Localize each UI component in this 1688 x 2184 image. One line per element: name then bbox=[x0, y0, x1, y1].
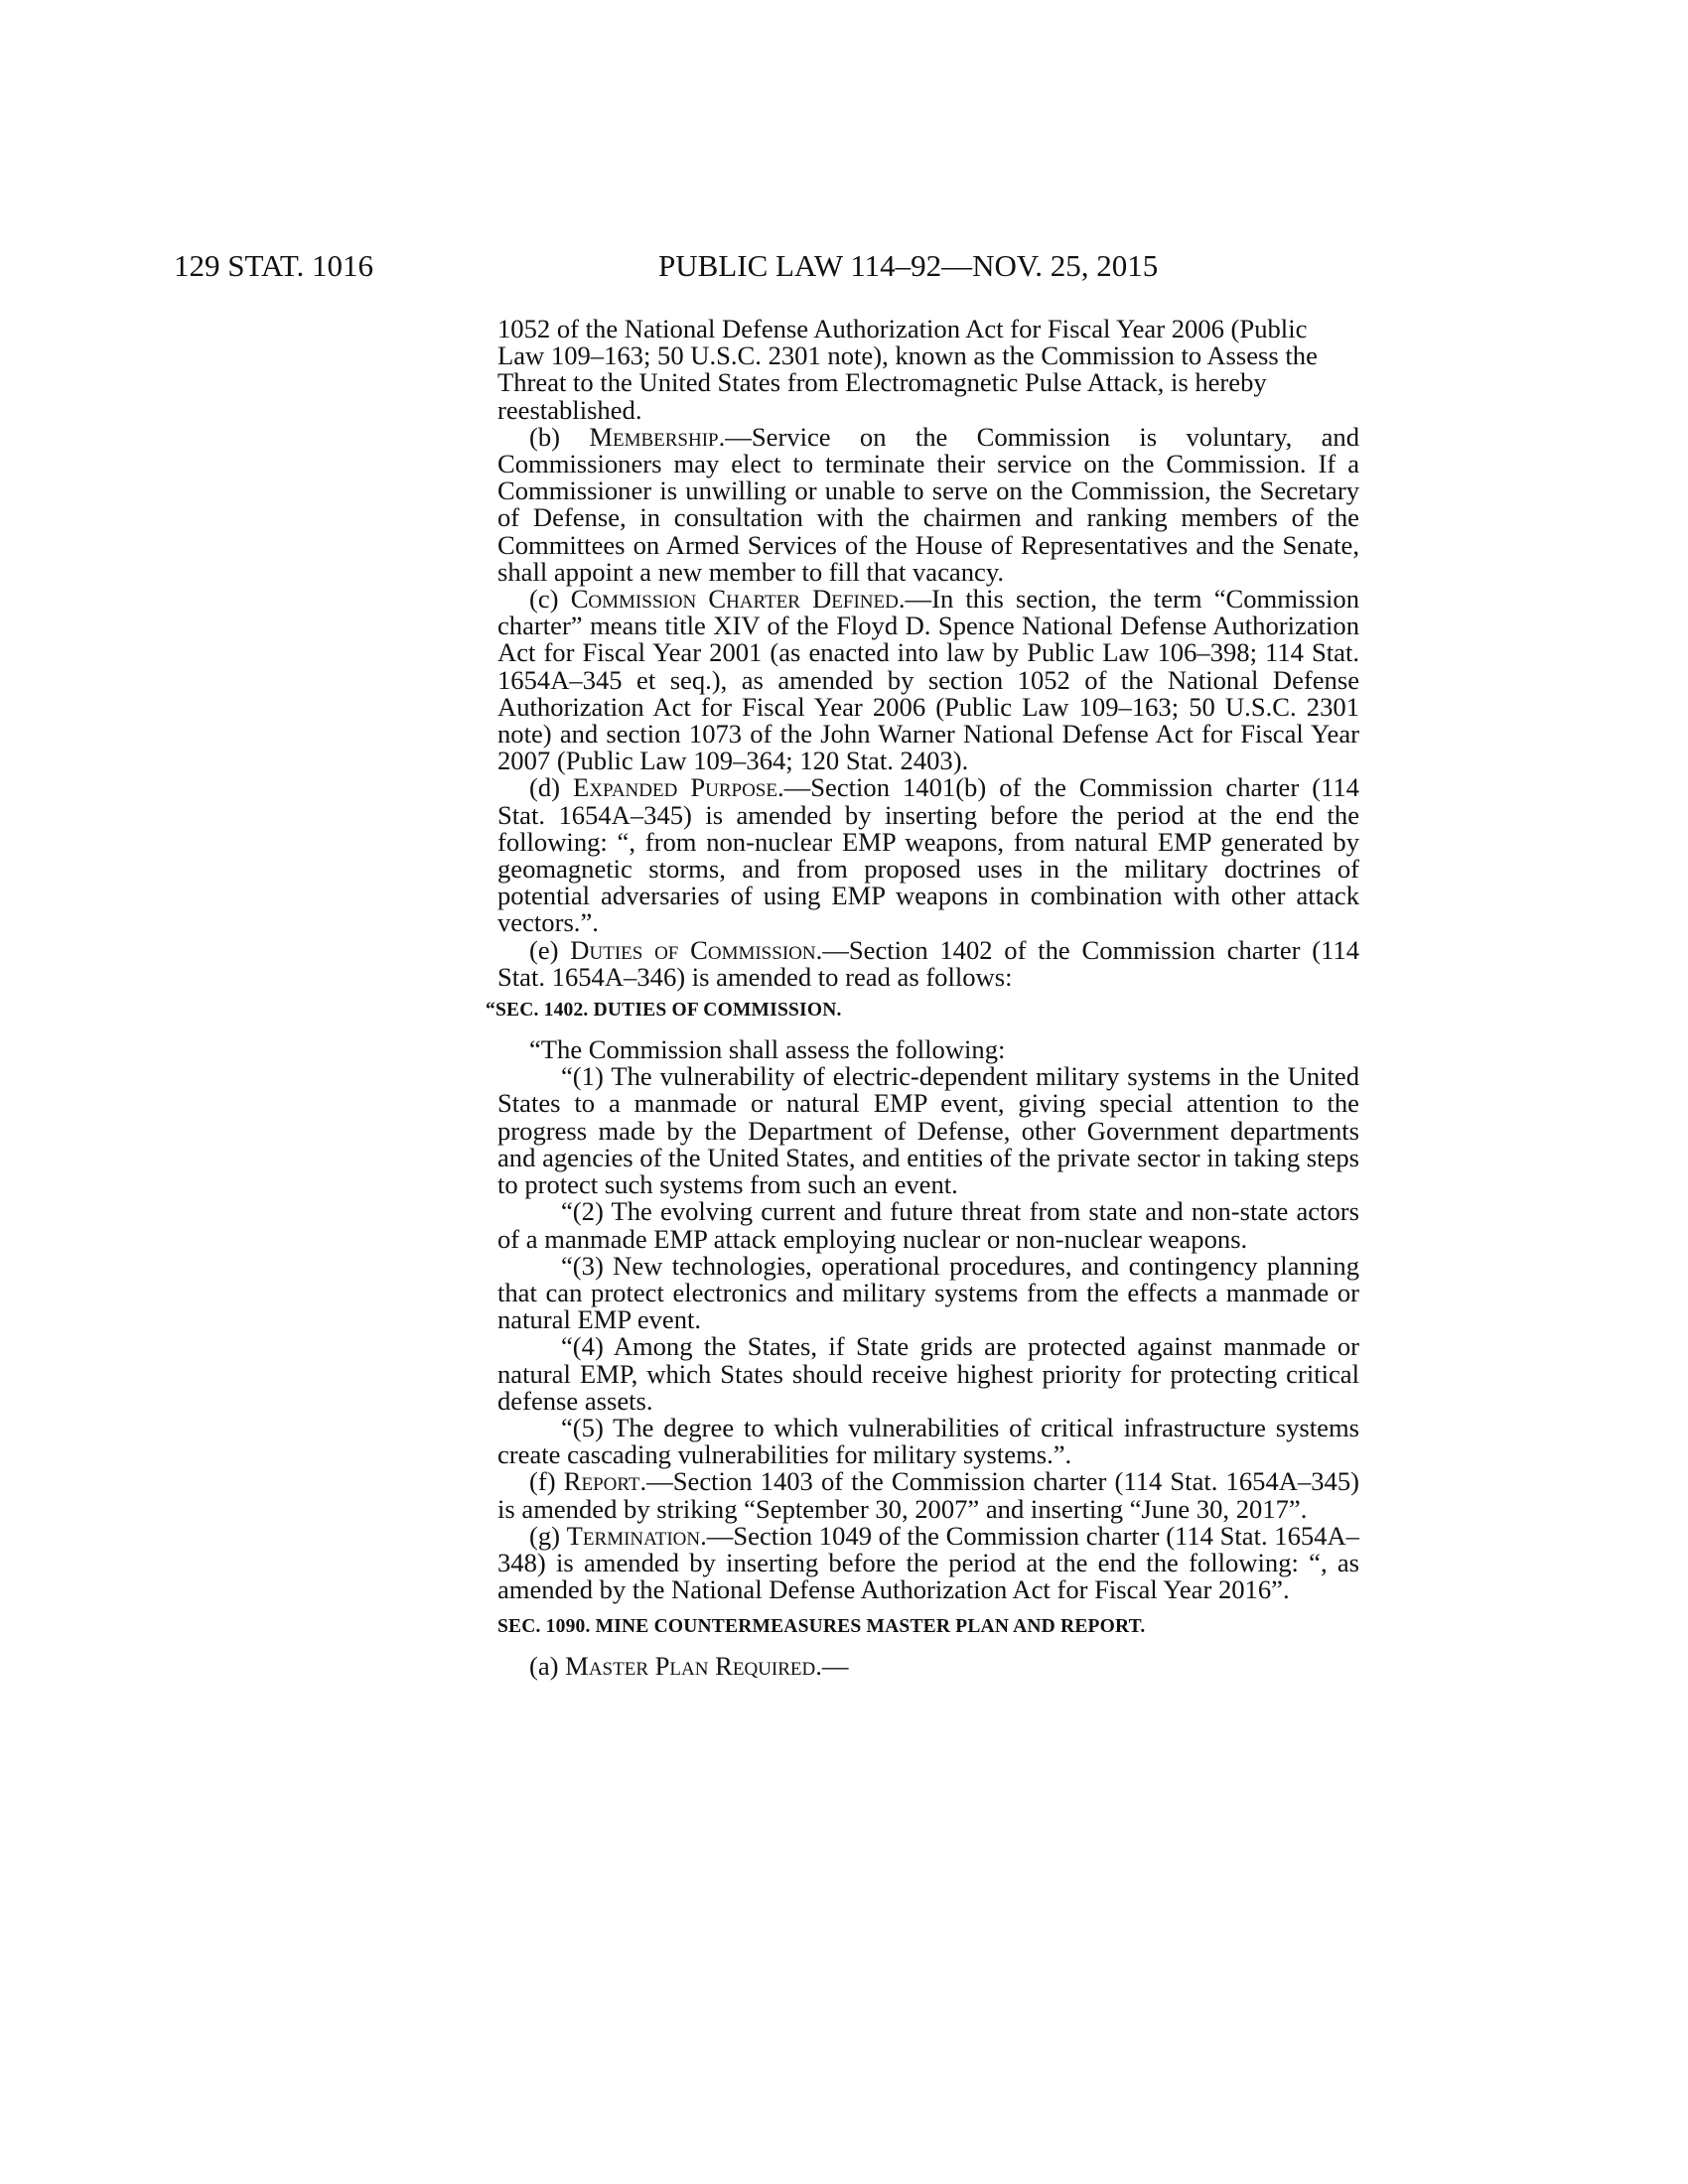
subsection-e-heading: Duties of Commission. bbox=[570, 934, 823, 965]
section-1090-heading: SEC. 1090. MINE COUNTERMEASURES MASTER PLAN AND REPORT. bbox=[497, 1616, 1146, 1638]
subsection-e-label: (e) bbox=[529, 934, 571, 965]
subsection-a bbox=[497, 1653, 1359, 1680]
subsection-g-text: —Section 1049 of the Commission charter (114 Stat. 1654A–348) is amended by inserting before the period at the end the following: “, as amended by the National Defense Authorization Act for Fiscal Year 2016”. bbox=[497, 1520, 1359, 1605]
subsection-b-text: —Service on the Commission is voluntary, and Commissioners may elect to terminate their service on the Commission. If a Commissioner is unwilling or unable to serve on the Commission, the Secretary of Defense, in consultation with the chairmen and ranking members of the Committees on Armed Services of the House of Representatives and the Senate, shall appoint a new member to fill that vacancy. bbox=[497, 421, 1359, 587]
subsection-a-dash: — bbox=[821, 1651, 849, 1682]
subsection-f bbox=[497, 1468, 1359, 1522]
subsection-f-text: —Section 1403 of the Commission charter (114 Stat. 1654A–345) is amended by striking “September 30, 2007” and inserting “June 30, 2017”. bbox=[497, 1466, 1359, 1524]
subsection-a-heading: Master Plan Required. bbox=[565, 1651, 822, 1682]
subsection-e-text: —Section 1402 of the Commission charter (114 Stat. 1654A–346) is amended to read as follows: bbox=[497, 934, 1360, 992]
subsection-d-heading: Expanded Purpose. bbox=[573, 772, 784, 803]
paragraph-intro: 1052 of the National Defense Authorization Act for Fiscal Year 2006 (Public Law 109–163; 50 U.S.C. 2301 note), known as the Commission to Assess the Threat to the United States from Electromagnetic Pulse Attack, is hereby reestablished. bbox=[497, 314, 1318, 425]
subsection-g bbox=[497, 1520, 1359, 1605]
subsection-f-heading: Report. bbox=[563, 1466, 647, 1497]
subsection-c-heading: Commission Charter Defined. bbox=[570, 584, 906, 614]
subsection-c bbox=[497, 586, 1359, 774]
subsection-d bbox=[497, 774, 1359, 936]
subsection-c-text: —In this section, the term “Commission charter” means title XIV of the Floyd D. Spence National Defense Authorization Act for Fiscal Year 2001 (as enacted into law by Public Law 106–398; 114 Stat. 1654A–345 et seq.), as amended by section 1052 of the National Defense Authorization Act for Fiscal Year 2006 (Public Law 109–163; 50 U.S.C. 2301 note) and section 1073 of the John Warner National Defense Act for Fiscal Year 2007 (Public Law 109–364; 120 Stat. 2403). bbox=[497, 584, 1359, 776]
paragraph-item-3: “(3) New technologies, operational procedures, and contingency planning that can protect electronics and military systems from the effects a manmade or natural EMP event. bbox=[497, 1250, 1359, 1335]
subsection-g-heading: Termination. bbox=[566, 1520, 707, 1551]
stat-page-number: 129 STAT. 1016 bbox=[174, 248, 374, 283]
paragraph-item-1: “(1) The vulnerability of electric-dependent military systems in the United States to a manmade or natural EMP event, giving special attention to the progress made by the Department of Defense, other Government departments and agencies of the United States, and entities of the private sector in taking steps to protect such systems from such an event. bbox=[497, 1061, 1359, 1200]
subsection-b-label: (b) bbox=[529, 421, 590, 452]
subsection-d-text: —Section 1401(b) of the Commission charter (114 Stat. 1654A–345) is amended by inserting before the period at the end the following: “, from non-nuclear EMP weapons, from natural EMP generated by geomagnetic storms, and from proposed uses in the military doctrines of potential adversaries of using EMP weapons in combination with other attack vectors.”. bbox=[497, 772, 1359, 938]
subsection-b bbox=[497, 421, 1359, 587]
subsection-f-label: (f) bbox=[529, 1466, 564, 1497]
subsection-d-label: (d) bbox=[529, 772, 574, 803]
section-1402-heading: “SEC. 1402. DUTIES OF COMMISSION. bbox=[486, 1000, 842, 1022]
subsection-g-label: (g) bbox=[529, 1520, 567, 1551]
paragraph-item-5: “(5) The degree to which vulnerabilities of critical infrastructure systems create cascading vulnerabilities for military systems.”. bbox=[497, 1412, 1359, 1470]
subsection-a-label: (a) bbox=[529, 1651, 566, 1682]
body-text bbox=[486, 314, 1360, 1682]
subsection-b-heading: Membership. bbox=[589, 421, 726, 452]
subsection-c-label: (c) bbox=[529, 584, 571, 614]
subsection-e bbox=[497, 934, 1360, 992]
section-1402-lead: “The Commission shall assess the following: bbox=[529, 1034, 1006, 1065]
law-title: PUBLIC LAW 114–92—NOV. 25, 2015 bbox=[658, 248, 1159, 283]
paragraph-item-2: “(2) The evolving current and future threat from state and non-state actors of a manmade EMP attack employing nuclear or non-nuclear weapons. bbox=[497, 1196, 1359, 1254]
running-head bbox=[0, 248, 1688, 288]
paragraph-item-4: “(4) Among the States, if State grids are protected against manmade or natural EMP, which States should receive highest priority for protecting critical defense assets. bbox=[497, 1331, 1359, 1416]
